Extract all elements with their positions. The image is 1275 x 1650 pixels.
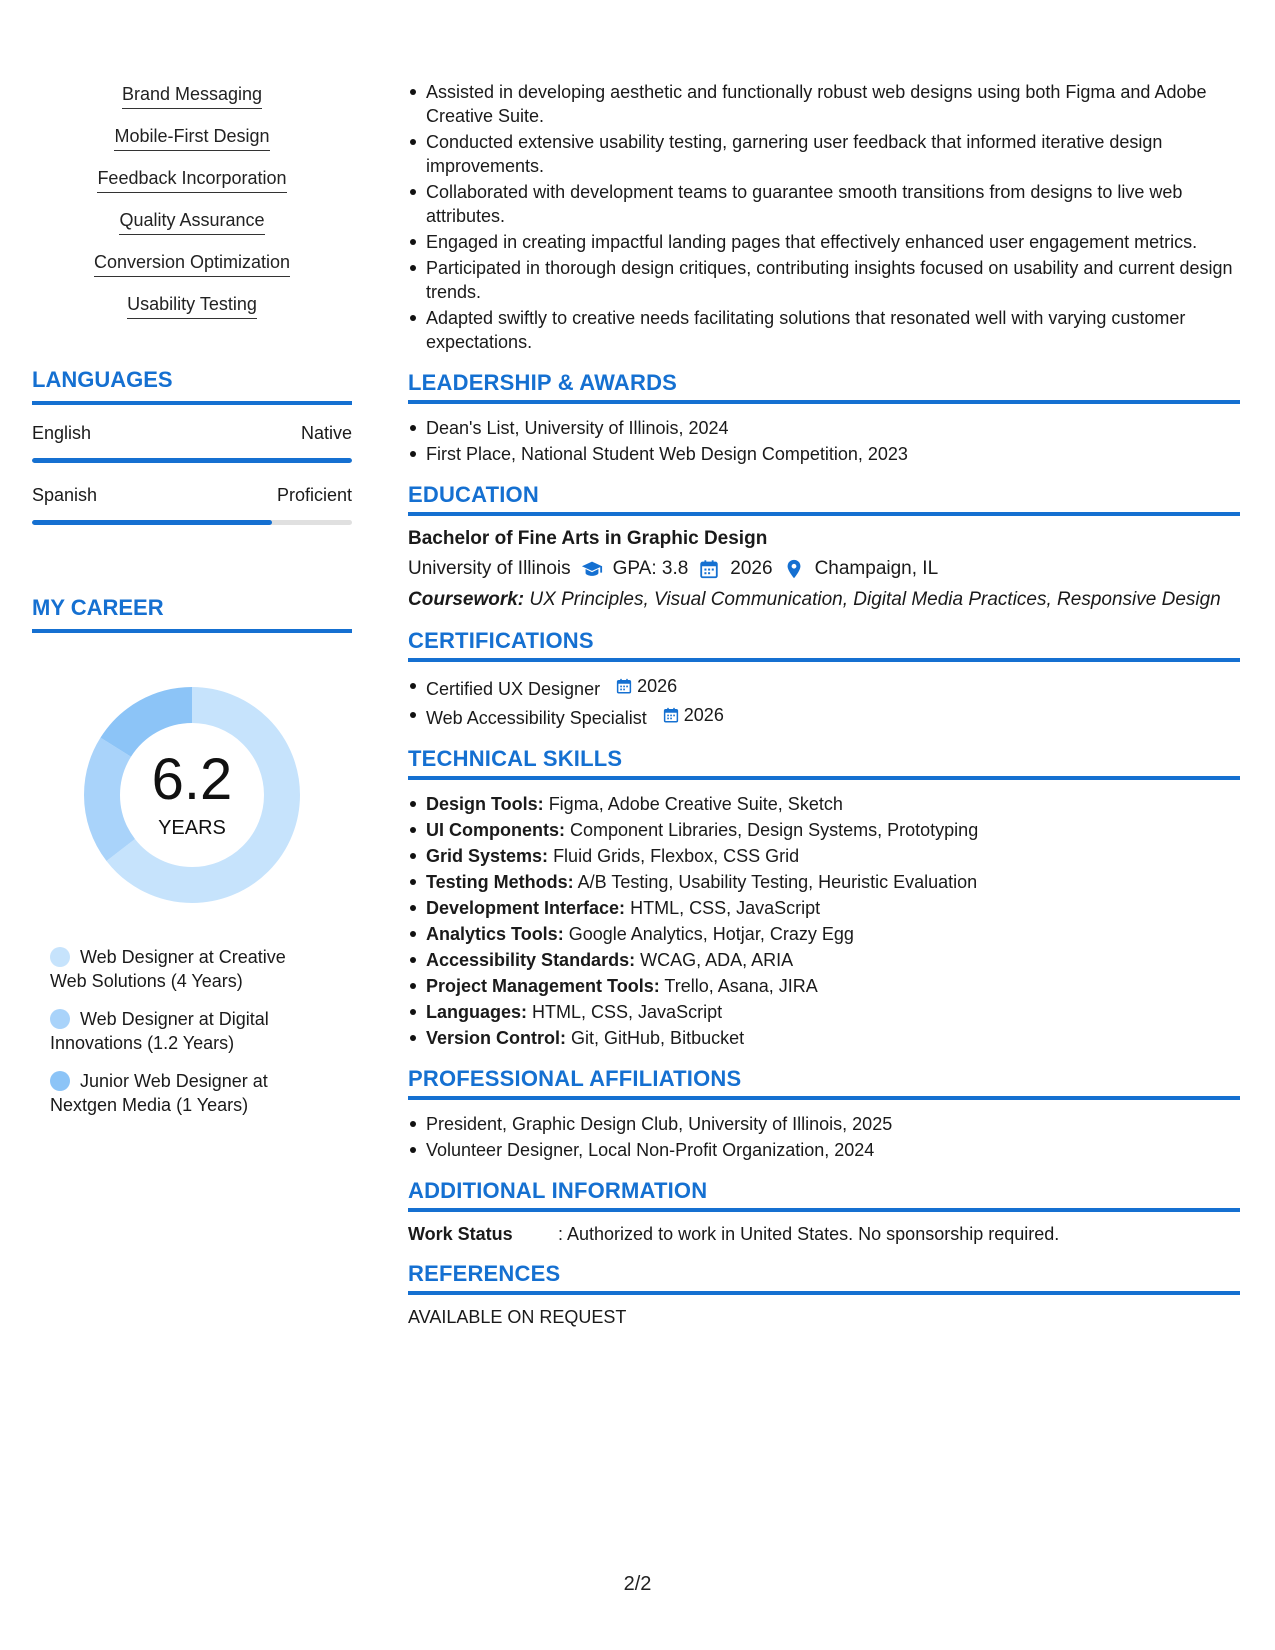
language-name: English <box>32 423 92 443</box>
school-location: Champaign, IL <box>814 558 939 579</box>
experience-bullet: Assisted in developing aesthetic and functionally robust web designs using both Figma and Adobe Creative Suite. <box>408 80 1240 128</box>
languages-heading: LANGUAGES <box>32 367 352 405</box>
legend-label: Web Designer at Digital Innovations (1.2 Years) <box>50 1009 269 1053</box>
legend-dot <box>50 947 70 967</box>
coursework <box>408 588 1240 612</box>
skill-values: WCAG, ADA, ARIA <box>640 950 794 970</box>
skill-tag: Feedback Incorporation <box>97 164 286 193</box>
legend-dot <box>50 1071 70 1091</box>
leadership-section <box>408 370 1240 466</box>
experience-bullet: Participated in thorough design critiques, contributing insights focused on usability and current design trends. <box>408 256 1240 304</box>
skills-list <box>32 80 352 332</box>
section-heading: REFERENCES <box>408 1261 1240 1295</box>
language-bar <box>32 520 352 525</box>
career-section <box>32 595 352 1117</box>
skill-values: HTML, CSS, JavaScript <box>630 898 821 918</box>
language-name: Spanish <box>32 485 98 505</box>
graduation-cap-icon <box>581 558 603 580</box>
career-donut-chart <box>72 675 312 915</box>
language-item <box>32 485 352 525</box>
skill-tag: Brand Messaging <box>122 80 262 109</box>
graduation-year: 2026 <box>730 558 773 579</box>
calendar-icon <box>615 677 633 695</box>
languages-section <box>32 367 352 525</box>
skill-values: Figma, Adobe Creative Suite, Sketch <box>548 794 843 814</box>
skill-category: Version Control: <box>426 1028 567 1048</box>
education-meta <box>408 558 1240 580</box>
section-heading: PROFESSIONAL AFFILIATIONS <box>408 1066 1240 1100</box>
sidebar <box>32 80 352 1131</box>
career-total-value: 6.2 <box>151 746 233 812</box>
skill-category: Accessibility Standards: <box>426 950 636 970</box>
technical-skill-item <box>408 974 1240 998</box>
legend-label: Junior Web Designer at Nextgen Media (1 Years) <box>50 1071 268 1115</box>
skill-tag: Conversion Optimization <box>94 248 290 277</box>
skill-category: Design Tools: <box>426 794 544 814</box>
certification-name: Certified UX Designer <box>426 679 601 699</box>
skill-category: Development Interface: <box>426 898 626 918</box>
award-item: First Place, National Student Web Design Competition, 2023 <box>408 442 1240 466</box>
skill-tag: Mobile-First Design <box>114 122 269 151</box>
certification-name: Web Accessibility Specialist <box>426 708 647 728</box>
skill-values: Git, GitHub, Bitbucket <box>571 1028 745 1048</box>
work-status-row <box>408 1224 1240 1245</box>
award-item: Dean's List, University of Illinois, 2024 <box>408 416 1240 440</box>
career-total-unit: YEARS <box>158 816 226 839</box>
certification-year: 2026 <box>683 705 724 725</box>
calendar-icon <box>662 706 680 724</box>
technical-skills-section <box>408 746 1240 1050</box>
affiliations-section <box>408 1066 1240 1162</box>
legend-label: Web Designer at Creative Web Solutions (4 Years) <box>50 947 286 991</box>
experience-bullet: Engaged in creating impactful landing pages that effectively enhanced user engagement metrics. <box>408 230 1240 254</box>
skill-category: Testing Methods: <box>426 872 574 892</box>
language-level: Proficient <box>276 485 352 505</box>
degree-title: Bachelor of Fine Arts in Graphic Design <box>408 528 768 549</box>
skill-category: Languages: <box>426 1002 528 1022</box>
affiliation-item: President, Graphic Design Club, University of Illinois, 2025 <box>408 1112 1240 1136</box>
legend-item <box>50 945 310 993</box>
skill-values: Component Libraries, Design Systems, Prototyping <box>570 820 979 840</box>
section-heading: TECHNICAL SKILLS <box>408 746 1240 780</box>
skill-category: Grid Systems: <box>426 846 549 866</box>
technical-skill-item <box>408 870 1240 894</box>
technical-skill-item <box>408 1026 1240 1050</box>
calendar-icon <box>698 558 720 580</box>
career-heading: MY CAREER <box>32 595 352 633</box>
legend-dot <box>50 1009 70 1029</box>
main-column <box>408 80 1240 1328</box>
experience-bullet: Adapted swiftly to creative needs facilitating solutions that resonated well with varying customer expectations. <box>408 306 1240 354</box>
language-bar-fill <box>32 520 272 525</box>
technical-skill-item <box>408 922 1240 946</box>
education-section <box>408 482 1240 612</box>
affiliation-item: Volunteer Designer, Local Non-Profit Organization, 2024 <box>408 1138 1240 1162</box>
career-legend <box>32 945 352 1117</box>
technical-skill-item <box>408 896 1240 920</box>
skill-category: Analytics Tools: <box>426 924 564 944</box>
experience-bullets <box>408 80 1240 354</box>
gpa: GPA: 3.8 <box>612 558 689 579</box>
certification-item <box>408 703 1240 730</box>
references-text: AVAILABLE ON REQUEST <box>408 1307 627 1327</box>
work-status-value: : Authorized to work in United States. No sponsorship required. <box>558 1224 1060 1244</box>
skill-values: Google Analytics, Hotjar, Crazy Egg <box>568 924 854 944</box>
coursework-label: Coursework: <box>408 589 525 610</box>
school-name: University of Illinois <box>408 558 571 579</box>
experience-bullet: Conducted extensive usability testing, garnering user feedback that informed iterative design improvements. <box>408 130 1240 178</box>
additional-info-section <box>408 1178 1240 1245</box>
certifications-section <box>408 628 1240 730</box>
legend-item <box>50 1069 310 1117</box>
coursework-text: UX Principles, Visual Communication, Digital Media Practices, Responsive Design <box>529 589 1221 610</box>
section-heading: EDUCATION <box>408 482 1240 516</box>
certification-year: 2026 <box>637 676 678 696</box>
section-heading: ADDITIONAL INFORMATION <box>408 1178 1240 1212</box>
section-heading: LEADERSHIP & AWARDS <box>408 370 1240 404</box>
skill-category: UI Components: <box>426 820 565 840</box>
references-section <box>408 1261 1240 1328</box>
language-bar <box>32 458 352 463</box>
skill-category: Project Management Tools: <box>426 976 660 996</box>
section-heading: CERTIFICATIONS <box>408 628 1240 662</box>
language-item <box>32 423 352 463</box>
skill-tag: Quality Assurance <box>119 206 264 235</box>
skill-values: Fluid Grids, Flexbox, CSS Grid <box>553 846 800 866</box>
technical-skill-item <box>408 792 1240 816</box>
certification-item <box>408 674 1240 701</box>
technical-skill-item <box>408 844 1240 868</box>
skill-values: HTML, CSS, JavaScript <box>532 1002 723 1022</box>
map-pin-icon <box>783 558 805 580</box>
technical-skill-item <box>408 948 1240 972</box>
experience-bullet: Collaborated with development teams to guarantee smooth transitions from designs to live web attributes. <box>408 180 1240 228</box>
technical-skill-item <box>408 1000 1240 1024</box>
skill-values: Trello, Asana, JIRA <box>664 976 818 996</box>
technical-skill-item <box>408 818 1240 842</box>
language-level: Native <box>300 423 352 443</box>
page-number: 2/2 <box>623 1573 652 1595</box>
language-bar-fill <box>32 458 352 463</box>
work-status-label: Work Status <box>408 1224 513 1244</box>
skill-tag: Usability Testing <box>127 290 257 319</box>
legend-item <box>50 1007 310 1055</box>
donut-center <box>72 675 312 915</box>
skill-values: A/B Testing, Usability Testing, Heuristic Evaluation <box>577 872 978 892</box>
